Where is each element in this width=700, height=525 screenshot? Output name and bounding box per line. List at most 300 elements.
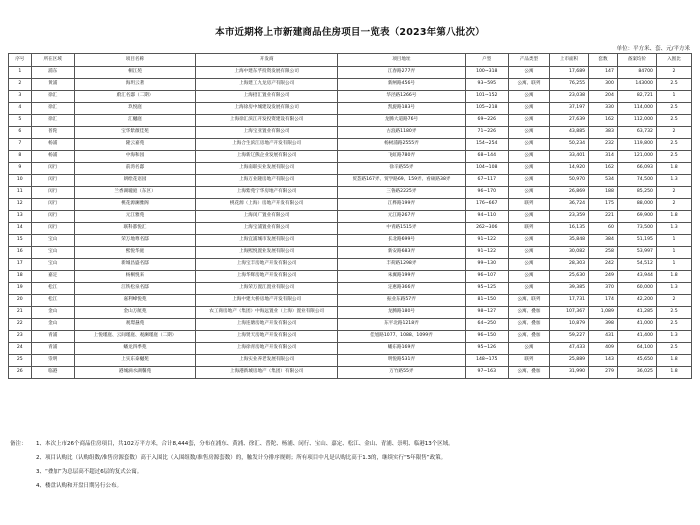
table-cell: 上海合生滨江房地产开发有限公司 <box>196 139 338 151</box>
table-cell: 上海紫苑宁华房地产有限公司 <box>196 187 338 199</box>
table-cell: 上海南联实业发展有限公司 <box>196 163 338 175</box>
table-cell: 232 <box>589 139 618 151</box>
table-cell: 新安路683弄 <box>338 247 466 259</box>
table-cell: 370 <box>589 283 618 295</box>
table-cell: 91~122 <box>465 247 508 259</box>
table-cell: 17,731 <box>550 295 589 307</box>
table-cell: 148~175 <box>465 355 508 367</box>
table-cell: 39,385 <box>550 283 589 295</box>
table-cell: 联科都悦汇 <box>74 223 195 235</box>
table-cell: 农工商房地产（集团）中海远置业（上海）置业有限公司 <box>196 307 338 319</box>
table-cell: 10 <box>9 175 32 187</box>
table-cell: 204 <box>589 91 618 103</box>
table-cell: 119,800 <box>617 139 656 151</box>
note-item: 1、本次上市26个商品住房项目，共102万平方米，合计8,444套，分布在浦东、黄浦、徐汇、普陀、杨浦、闵行、宝山、嘉定、松江、金山、青浦、崇明、临港13个区域。 <box>36 441 454 447</box>
table-cell: 2 <box>656 295 691 307</box>
table-cell: 37,197 <box>550 103 589 115</box>
table-cell: 上海荣万置江置业有限公司 <box>196 283 338 295</box>
table-cell: 74,500 <box>617 175 656 187</box>
table-cell: 1.8 <box>656 163 691 175</box>
table-cell: 新闸路456号 <box>338 79 466 91</box>
table-cell: 95~125 <box>465 283 508 295</box>
table-cell: 33,401 <box>550 151 589 163</box>
table-cell: 公寓 <box>508 91 549 103</box>
table-cell: 闵行 <box>31 163 74 175</box>
table-cell: 534 <box>589 175 618 187</box>
table-cell: 徐汇 <box>31 103 74 115</box>
table-cell: 175 <box>589 199 618 211</box>
table-cell: 上海闵广置业有限公司 <box>196 211 338 223</box>
table-cell: 定惠路366弄 <box>338 283 466 295</box>
table-cell: 桃花源澜雅阁 <box>74 199 195 211</box>
table-cell: 176~667 <box>465 199 508 211</box>
table-cell: 1 <box>656 259 691 271</box>
table-cell: 59,227 <box>550 331 589 343</box>
table-cell: 青浦 <box>31 331 74 343</box>
table-cell: 蟠东路169弄 <box>338 343 466 355</box>
table-row <box>9 307 692 319</box>
table-cell: 徐汇 <box>31 91 74 103</box>
table-cell: 14,920 <box>550 163 589 175</box>
table-cell: 上海徐房中城建设发展有限公司 <box>196 103 338 115</box>
table-row <box>9 139 692 151</box>
table-cell: 长北路699号 <box>338 235 466 247</box>
table-cell: 杨浦 <box>31 139 74 151</box>
table-cell: 蔚汇名邸（二期） <box>74 91 195 103</box>
table-cell: 14 <box>9 223 32 235</box>
table-cell: 27,639 <box>550 115 589 127</box>
table-row <box>9 355 692 367</box>
table-cell: 杨桐悦来 <box>74 271 195 283</box>
table-cell: 9 <box>9 163 32 175</box>
table-cell: 25,889 <box>550 355 589 367</box>
table-cell: 杨浦 <box>31 151 74 163</box>
table-cell: 147 <box>589 67 618 79</box>
table-cell: 31,990 <box>550 367 589 379</box>
table-cell: 华泾路1266号 <box>338 91 466 103</box>
table-cell: 松江 <box>31 295 74 307</box>
table-row <box>9 103 692 115</box>
table-cell: 45,650 <box>617 355 656 367</box>
table-cell: 1 <box>656 91 691 103</box>
table-cell: 上海连塘房地产开发有限公司 <box>196 319 338 331</box>
table-cell: 公寓、叠加 <box>508 367 549 379</box>
table-row <box>9 187 692 199</box>
table-cell: 249 <box>589 271 618 283</box>
table-cell: 公寓 <box>508 271 549 283</box>
table-cell: 荣万地尊名邸 <box>74 235 195 247</box>
table-cell: 中海和园 <box>74 151 195 163</box>
table-row <box>9 331 692 343</box>
table-cell: 飞虹路780弄 <box>338 151 466 163</box>
table-cell: 50,234 <box>550 139 589 151</box>
table-cell: 73,500 <box>617 223 656 235</box>
table-cell: 2.5 <box>656 139 691 151</box>
table-cell: 万竹路55弄 <box>338 367 466 379</box>
table-cell: 新城昌盛名邸 <box>74 259 195 271</box>
table-row <box>9 127 692 139</box>
table-cell: 1.3 <box>656 223 691 235</box>
note-item: 2、项目认购比（认购组数/准售房源套数）高于入围比（入围组数/准售房源套数）的，触发计分排序规则；所有项目中凡是认购比高于1.3的，继续实行“5年限售”政策。 <box>36 455 447 461</box>
table-cell: 蟠龙四季苑 <box>74 343 195 355</box>
table-cell: 公寓 <box>508 259 549 271</box>
table-cell: 96~150 <box>465 331 508 343</box>
unit-label: 单位：平方米、套、元/平方米 <box>616 46 690 52</box>
table-cell: 上海招汇置业有限公司 <box>196 91 338 103</box>
table-cell: 64~250 <box>465 319 508 331</box>
table-cell: 海玥云著 <box>74 79 195 91</box>
table-cell: 公寓 <box>508 139 549 151</box>
table-cell: 96~107 <box>465 271 508 283</box>
table-cell: 公寓 <box>508 175 549 187</box>
table-cell: 港城滴水湖馨苑 <box>74 367 195 379</box>
table-cell: 联列 <box>508 223 549 235</box>
table-cell: 23 <box>9 331 32 343</box>
table-cell: 上海新辽熊企业发展有限公司 <box>196 151 338 163</box>
table-cell: 闵行 <box>31 223 74 235</box>
table-cell: 上海宜浦城市发展有限公司 <box>196 235 338 247</box>
table-cell: 409 <box>589 343 618 355</box>
table-cell: 99~130 <box>465 259 508 271</box>
table-cell: 88,000 <box>617 199 656 211</box>
table-cell: 64,100 <box>617 343 656 355</box>
table-cell: 2.5 <box>656 307 691 319</box>
table-cell: 1.8 <box>656 271 691 283</box>
note-item: 3、“叠加”为总层高不超过6层的复式公寓。 <box>36 469 143 475</box>
table-cell: 13 <box>9 211 32 223</box>
table-cell: 42,200 <box>617 295 656 307</box>
table-row <box>9 271 692 283</box>
table-cell: 宝山 <box>31 235 74 247</box>
table-cell: 公寓 <box>508 283 549 295</box>
housing-projects-table <box>8 53 692 379</box>
table-cell: 2 <box>656 67 691 79</box>
table-cell: 154~254 <box>465 139 508 151</box>
table-cell: 23,359 <box>550 211 589 223</box>
table-cell: 上海贤天房地产开发有限公司 <box>196 331 338 343</box>
table-cell: 188 <box>589 187 618 199</box>
table-row <box>9 283 692 295</box>
column-header: 开发商 <box>196 54 338 67</box>
table-cell: 35,848 <box>550 235 589 247</box>
table-cell: 5 <box>9 115 32 127</box>
table-cell: 84700 <box>617 67 656 79</box>
table-cell: 明悦路531弄 <box>338 355 466 367</box>
table-row <box>9 367 692 379</box>
table-cell: 1 <box>656 247 691 259</box>
table-cell: 18 <box>9 271 32 283</box>
table-cell: 熙悦华庭 <box>74 247 195 259</box>
table-cell: 16 <box>9 247 32 259</box>
table-cell: 1.3 <box>656 175 691 187</box>
table-cell: 公寓 <box>508 127 549 139</box>
table-cell: 97~163 <box>465 367 508 379</box>
table-cell: 上海建工九龙房产有限公司 <box>196 79 338 91</box>
table-cell: 公寓 <box>508 211 549 223</box>
table-cell: 东平北路1218弄 <box>338 319 466 331</box>
table-cell: 崇明 <box>31 355 74 367</box>
table-cell: 94~110 <box>465 211 508 223</box>
column-header: 套数 <box>589 54 618 67</box>
table-cell: 朱翼路199弄 <box>338 271 466 283</box>
table-cell: 闵行 <box>31 199 74 211</box>
table-cell: 41,285 <box>617 307 656 319</box>
table-cell: 53,997 <box>617 247 656 259</box>
table-cell: 龙腾路180号 <box>338 307 466 319</box>
table-cell: 公寓 <box>508 343 549 355</box>
table-cell: 85,250 <box>617 187 656 199</box>
table-cell: 公寓 <box>508 247 549 259</box>
table-cell: 嘉定 <box>31 271 74 283</box>
column-header: 产品类型 <box>508 54 549 67</box>
table-cell: 20 <box>9 295 32 307</box>
table-cell: 公寓 <box>508 115 549 127</box>
table-cell: 162 <box>589 163 618 175</box>
table-cell: 公寓、联列 <box>508 79 549 91</box>
table-cell: 101~152 <box>465 91 508 103</box>
table-row <box>9 295 692 307</box>
table-cell: 上海宝丰房地产开发有限公司 <box>196 259 338 271</box>
table-cell: 凯旋路183号 <box>338 103 466 115</box>
table-cell: 玖悦庭 <box>74 103 195 115</box>
table-cell: 105~218 <box>465 103 508 115</box>
table-cell: 383 <box>589 127 618 139</box>
table-cell: 公寓、叠加 <box>508 331 549 343</box>
table-cell: 公寓、叠加 <box>508 307 549 319</box>
column-header: 户型 <box>465 54 508 67</box>
table-row <box>9 151 692 163</box>
table-cell: 15 <box>9 235 32 247</box>
table-cell: 114,000 <box>617 103 656 115</box>
table-cell: 2 <box>656 187 691 199</box>
table-cell: 2.5 <box>656 79 691 91</box>
table-cell: 徐汇 <box>31 115 74 127</box>
table-cell: 431 <box>589 331 618 343</box>
table-cell: 2 <box>656 199 691 211</box>
table-cell: 公寓、联列 <box>508 295 549 307</box>
table-cell: 龙腾大道路76号 <box>338 115 466 127</box>
table-cell: 2.5 <box>656 343 691 355</box>
table-cell: 江铁松泉名邸 <box>74 283 195 295</box>
table-cell: 68~144 <box>465 151 508 163</box>
table-cell: 1 <box>9 67 32 79</box>
table-cell: 398 <box>589 319 618 331</box>
table-cell: 宝华紫薇佳苑 <box>74 127 195 139</box>
table-cell: 公寓 <box>508 103 549 115</box>
table-cell: 上海宝浦置业有限公司 <box>196 223 338 235</box>
table-cell: 2.5 <box>656 319 691 331</box>
table-cell: 1.3 <box>656 331 691 343</box>
table-row <box>9 259 692 271</box>
table-cell: 10,879 <box>550 319 589 331</box>
page-title: 本市近期将上市新建商品住房项目一览表（2023年第八批次） <box>215 27 485 38</box>
table-cell: 嘉利峰悦苑 <box>74 295 195 307</box>
table-cell: 公寓 <box>508 151 549 163</box>
table-cell: 36,025 <box>617 367 656 379</box>
table-cell: 25 <box>9 355 32 367</box>
column-header: 项目名称 <box>74 54 195 67</box>
table-cell: 242 <box>589 259 618 271</box>
table-cell: 上海中建大桥房地产开发有限公司 <box>196 295 338 307</box>
table-cell: 11 <box>9 187 32 199</box>
table-row <box>9 79 692 91</box>
table-cell: 12 <box>9 199 32 211</box>
table-cell: 69,900 <box>617 211 656 223</box>
table-row <box>9 91 692 103</box>
table-cell: 金山万航苑 <box>74 307 195 319</box>
table-cell: 闵行 <box>31 187 74 199</box>
table-cell: 闵行 <box>31 211 74 223</box>
table-cell: 联列 <box>508 199 549 211</box>
table-cell: 50,970 <box>550 175 589 187</box>
table-cell: 71~226 <box>465 127 508 139</box>
table-cell: 221 <box>589 211 618 223</box>
table-cell: 66,093 <box>617 163 656 175</box>
table-cell: 262~306 <box>465 223 508 235</box>
table-cell: 279 <box>589 367 618 379</box>
table-cell: 384 <box>589 235 618 247</box>
table-cell: 1,089 <box>589 307 618 319</box>
table-cell: 黄浦 <box>31 79 74 91</box>
table-cell: 2 <box>9 79 32 91</box>
table-cell: 17 <box>9 259 32 271</box>
table-cell: 古浪路1180弄 <box>338 127 466 139</box>
table-cell: 63,732 <box>617 127 656 139</box>
table-cell: 临港 <box>31 367 74 379</box>
table-cell: 闵行 <box>31 175 74 187</box>
table-cell: 公寓 <box>508 235 549 247</box>
table-cell: 93~595 <box>465 79 508 91</box>
table-cell: 43,944 <box>617 271 656 283</box>
table-cell: 江春路277弄 <box>338 67 466 79</box>
table-cell: 81~150 <box>465 295 508 307</box>
table-cell: 上海华辉房地产开发有限公司 <box>196 271 338 283</box>
note-item: 4、楼盘认购和开盘日期另行公布。 <box>36 483 123 489</box>
table-cell: 2.5 <box>656 151 691 163</box>
table-cell: 100~318 <box>465 67 508 79</box>
table-cell: 82,721 <box>617 91 656 103</box>
table-cell: 丰荷路1298弄 <box>338 259 466 271</box>
table-cell: 258 <box>589 247 618 259</box>
table-row <box>9 67 692 79</box>
table-cell: 联列 <box>508 355 549 367</box>
column-header: 序号 <box>9 54 32 67</box>
table-cell: 162 <box>589 115 618 127</box>
table-row <box>9 343 692 355</box>
table-cell: 17,689 <box>550 67 589 79</box>
table-row <box>9 223 692 235</box>
table-cell: 松江 <box>31 283 74 295</box>
table-cell: 330 <box>589 103 618 115</box>
table-cell: 300 <box>589 79 618 91</box>
table-cell: 上海万业隆房地产有限公司 <box>196 175 338 187</box>
table-cell: 41,400 <box>617 331 656 343</box>
table-cell: 36,724 <box>550 199 589 211</box>
table-cell: 公寓 <box>508 163 549 175</box>
column-header: 入围比 <box>656 54 691 67</box>
table-row <box>9 235 692 247</box>
table-cell: 314 <box>589 151 618 163</box>
table-cell: 51,195 <box>617 235 656 247</box>
table-cell: 上海宝亚置业有限公司 <box>196 127 338 139</box>
notes-section <box>10 437 690 493</box>
table-row <box>9 175 692 187</box>
table-cell: 桃花源（上海）房地产开发有限公司 <box>196 199 338 211</box>
table-row <box>9 247 692 259</box>
table-cell: 1.8 <box>656 367 691 379</box>
table-row <box>9 115 692 127</box>
table-cell: 金山 <box>31 307 74 319</box>
table-cell: 上海熙悦置业发展有限公司 <box>196 247 338 259</box>
table-cell: 前湾名邸 <box>74 163 195 175</box>
table-cell: 上海徐青房地产开发有限公司 <box>196 343 338 355</box>
table-cell: 中青路1515弄 <box>338 223 466 235</box>
table-cell: 三鲁路2225弄 <box>338 187 466 199</box>
table-cell: 江桦路199弄 <box>338 199 466 211</box>
table-cell: 汇樾庭 <box>74 115 195 127</box>
table-cell: 2.5 <box>656 115 691 127</box>
table-cell: 公寓 <box>508 187 549 199</box>
table-cell: 宝山 <box>31 259 74 271</box>
table-cell: 上海中建东孚投资发展有限公司 <box>196 67 338 79</box>
table-cell: 24 <box>9 343 32 355</box>
table-cell: 47,433 <box>550 343 589 355</box>
table-cell: 4 <box>9 103 32 115</box>
column-header: 项目地址 <box>338 54 466 67</box>
table-cell: 26 <box>9 367 32 379</box>
table-cell: 26,869 <box>550 187 589 199</box>
table-cell: 兰香湖瓏庭（东区） <box>74 187 195 199</box>
table-cell: 30,082 <box>550 247 589 259</box>
column-header: 所在区域 <box>31 54 74 67</box>
table-cell: 19 <box>9 283 32 295</box>
table-row <box>9 211 692 223</box>
table-cell: 22 <box>9 319 32 331</box>
table-cell: 桐江苑 <box>74 67 195 79</box>
table-cell: 76,255 <box>550 79 589 91</box>
table-cell: 91~122 <box>465 235 508 247</box>
table-cell: 1.3 <box>656 283 691 295</box>
table-cell: 16,135 <box>550 223 589 235</box>
table-cell: 宝山 <box>31 247 74 259</box>
table-cell: 公寓、叠加 <box>508 319 549 331</box>
table-cell: 上海徐汇滨江开发投资建设有限公司 <box>196 115 338 127</box>
table-cell: 54,512 <box>617 259 656 271</box>
table-cell: 2 <box>656 127 691 139</box>
table-cell: 杨树浦路2555弄 <box>338 139 466 151</box>
table-body <box>9 67 692 379</box>
table-cell: 67~117 <box>465 175 508 187</box>
table-cell: 8 <box>9 151 32 163</box>
table-cell: 金山 <box>31 319 74 331</box>
table-cell: 21 <box>9 307 32 319</box>
table-cell: 95~126 <box>465 343 508 355</box>
table-cell: 上海实业养老发展有限公司 <box>196 355 338 367</box>
table-cell: 普陀 <box>31 127 74 139</box>
table-cell: 元江雅苑 <box>74 211 195 223</box>
notes-label: 备注： <box>10 441 27 447</box>
table-cell: 上实东泰樾苑 <box>74 355 195 367</box>
table-cell: 60,000 <box>617 283 656 295</box>
table-cell: 104~108 <box>465 163 508 175</box>
table-cell: 28,303 <box>550 259 589 271</box>
table-cell: 143000 <box>617 79 656 91</box>
table-cell: 69~226 <box>465 115 508 127</box>
table-cell: 23,038 <box>550 91 589 103</box>
table-cell: 143 <box>589 355 618 367</box>
column-header: 上市面积 <box>550 54 589 67</box>
table-cell: 徐辛路55弄 <box>338 163 466 175</box>
